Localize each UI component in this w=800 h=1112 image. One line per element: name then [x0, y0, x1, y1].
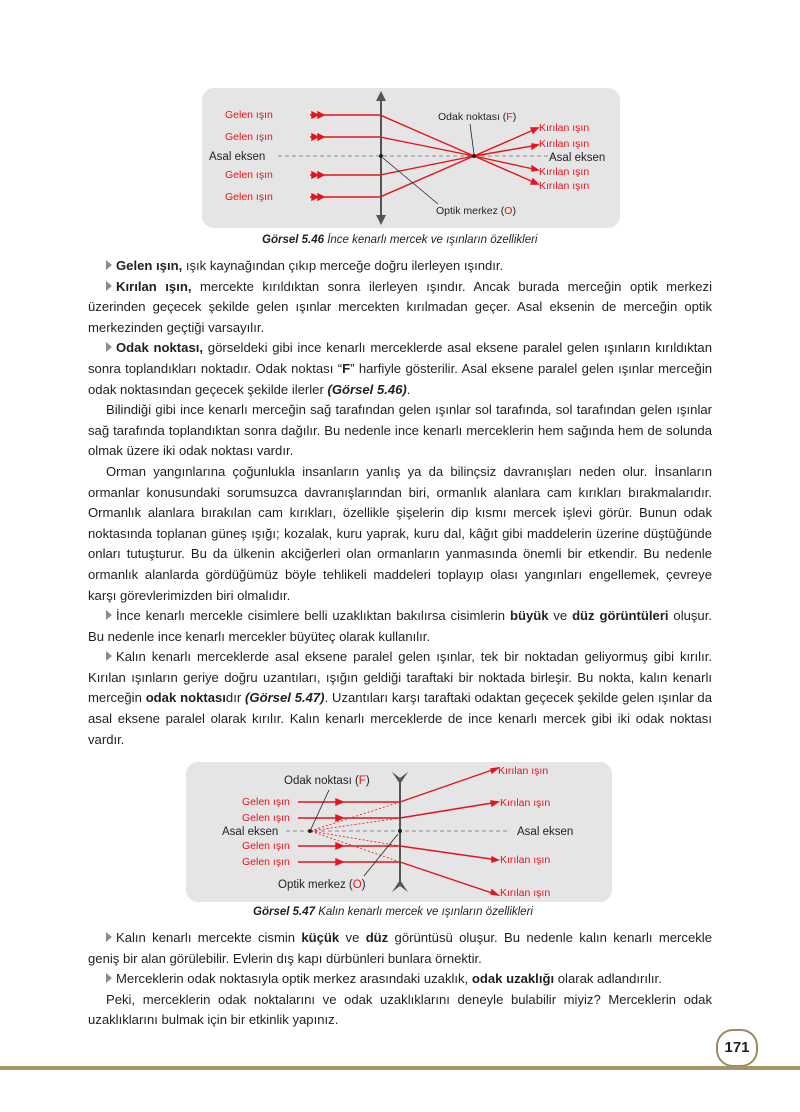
figure-caption: [262, 234, 537, 246]
figure-caption: [253, 906, 533, 918]
refracted-ray: [474, 145, 538, 156]
arrowhead: [312, 134, 318, 140]
arrowhead: [491, 801, 498, 806]
principal-axis-label: Asal eksen: [549, 152, 606, 164]
footer-rule: [0, 1066, 800, 1070]
incident-ray-label: Gelen ışın: [225, 169, 273, 181]
optical-center-dot: [398, 829, 402, 833]
paragraph: Peki, merceklerin odak noktalarını ve odak uzaklıklarını deneyle bulabilir miyiz? Merceklerin odak uzaklıklarını bulmak için bir etkinlik yapınız.: [88, 991, 712, 1028]
refracted-ray: [380, 137, 474, 156]
incident-ray-label: Gelen ışın: [225, 109, 273, 121]
thick-lens-diagram: [186, 762, 612, 902]
incident-ray-label: Gelen ışın: [242, 840, 290, 852]
focus-label: Odak noktası (F): [438, 111, 517, 123]
refracted-ray-label: Kırılan ışın: [500, 887, 551, 899]
virtual-ray-extension: [310, 818, 400, 831]
arrowhead: [531, 128, 538, 133]
refracted-ray-label: Kırılan ışın: [539, 122, 590, 134]
body-text: [88, 256, 712, 750]
incident-ray-label: Gelen ışın: [225, 131, 273, 143]
optical-center-pointer: [364, 834, 398, 876]
virtual-ray-extension: [310, 831, 400, 846]
refracted-ray: [400, 846, 498, 860]
focus-dot: [472, 154, 476, 158]
incident-ray-label: Gelen ışın: [242, 812, 290, 824]
refracted-ray: [474, 156, 538, 170]
paragraph: Orman yangınlarına çoğunlukla insanların yanlış ya da bilinçsiz davranışları neden olur. İnsanların ormanlar konusundaki sorumsuzca davranışlarından biri, ormanlık alanlara cam kırıkları bırakmalarıdır. Ormanlık alanlara bırakılan cam kırıkları, özellikle şişelerin dip kısmı mercek işlevi görür. Bunun odak noktasında toplanan güneş ışığı; kozalak, kuru yaprak, kuru dal, kâğıt gibi maddelerin üzerine düştüğünde onları tutuşturur. Bu da ülkenin akciğerleri olan ormanların yanmasında önemli bir etkendir. Bu nedenle ormanlık alanlarda gördüğümüz böyle tehlikeli maddeleri toplayıp olası yangınları engellemek, çevreye karşı görevlerimizden biri olmalıdır.: [88, 463, 712, 603]
optical-center-label: Optik merkez (O): [436, 205, 516, 217]
arrowhead: [532, 144, 538, 149]
refracted-ray: [474, 128, 538, 156]
paragraph: Bilindiği gibi ince kenarlı merceğin sağ tarafından gelen ışınlar sol tarafında, sol tarafından gelen ışınlar sağ tarafında toplandıktan sonra dağılır. Bu nedenle ince kenarlı merceklerin hem sağında hem de solunda olmak üzere iki odak noktası vardır.: [88, 402, 712, 459]
bullet-triangle-icon: [106, 610, 112, 620]
incident-ray-label: Gelen ışın: [225, 191, 273, 203]
bullet-triangle-icon: [106, 932, 112, 942]
arrowhead: [491, 768, 498, 773]
refracted-ray: [400, 862, 498, 895]
paragraph: Kalın kenarlı merceklerde asal eksene paralel gelen ışınlar, tek bir noktadan geliyormuş gibi kırılır. Kırılan ışınların geriye doğru uzantıları, ışığın geldiği taraftaki bir noktada birleşir. Bu nokta, kalın kenarlı merceğin odak noktasıdır (Görsel 5.47). Uzantıları karşı taraftaki odaktan geçecek şekilde gelen ışınlar da asal eksene paralel olarak kırılır. Kalın kenarlı merceklerde de ince kenarlı mercek gibi iki odak noktası vardır.: [88, 649, 712, 747]
refracted-ray-label: Kırılan ışın: [539, 180, 590, 192]
refracted-ray-label: Kırılan ışın: [500, 854, 551, 866]
arrowhead: [491, 890, 498, 895]
incident-ray-label: Gelen ışın: [242, 796, 290, 808]
bullet-triangle-icon: [106, 973, 112, 983]
principal-axis-label: Asal eksen: [517, 826, 574, 838]
arrowhead: [336, 859, 343, 865]
principal-axis-label: Asal eksen: [209, 151, 266, 163]
arrowhead: [492, 857, 498, 862]
paragraph: Kırılan ışın, mercekte kırıldıktan sonra ilerleyen ışındır. Ancak burada merceğin optik merkezi üzerinden geçecek şekilde gelen ışınlar mercekten kırılmadan geçer. Asal eksenin de merceğin optik merkezinden geçtiği varsayılır.: [88, 278, 713, 335]
bullet-triangle-icon: [106, 281, 112, 291]
figure-5-47: [186, 762, 612, 902]
lens-arrow-bottom: [376, 215, 386, 225]
paragraph: Kalın kenarlı mercekte cismin küçük ve düz görüntüsü oluşur. Bu nedenle kalın kenarlı mercekle geniş bir alan görülebilir. Evlerin dış kapı dürbünleri bunlara örnektir.: [88, 930, 712, 966]
arrowhead: [312, 172, 318, 178]
focus-label: Odak noktası (F): [284, 775, 370, 787]
caption-text: Kalın kenarlı mercek ve ışınların özellikleri: [315, 906, 533, 918]
refracted-ray: [400, 802, 498, 818]
body-text: [88, 928, 712, 1031]
focus-pointer: [311, 790, 329, 829]
lens-arrow-bottom: [392, 880, 408, 892]
optical-center-dot: [379, 154, 383, 158]
refracted-ray: [474, 156, 538, 184]
caption-text: İnce kenarlı mercek ve ışınların özellikleri: [324, 234, 538, 246]
page-number: 171: [716, 1029, 758, 1067]
focus-pointer: [470, 124, 474, 154]
arrowhead: [336, 815, 343, 821]
arrowhead: [532, 166, 538, 171]
thin-lens-diagram: [202, 88, 620, 228]
arrowhead: [312, 194, 318, 200]
virtual-ray-extension: [310, 802, 400, 831]
paragraph: Gelen ışın, ışık kaynağından çıkıp merceğe doğru ilerleyen ışındır.: [88, 256, 712, 277]
arrowhead: [312, 112, 318, 118]
optical-center-label: Optik merkez (O): [278, 879, 366, 891]
lens-arrow-top: [376, 91, 386, 101]
bullet-triangle-icon: [106, 260, 112, 270]
lens-arrow-top: [392, 772, 408, 784]
focus-dot: [308, 829, 312, 833]
incident-ray-label: Gelen ışın: [242, 856, 290, 868]
refracted-ray-label: Kırılan ışın: [500, 797, 551, 809]
refracted-ray-label: Kırılan ışın: [539, 138, 590, 150]
arrowhead: [336, 799, 343, 805]
paragraph: Merceklerin odak noktasıyla optik merkez arasındaki uzaklık, odak uzaklığı olarak adlandırılır.: [88, 969, 712, 990]
refracted-ray: [380, 156, 474, 175]
principal-axis-label: Asal eksen: [222, 826, 279, 838]
refracted-ray: [380, 156, 474, 197]
paragraph: İnce kenarlı mercekle cisimlere belli uzaklıktan bakılırsa cisimlerin büyük ve düz görüntüleri oluşur. Bu nedenle ince kenarlı mercekler büyüteç olarak kullanılır.: [88, 608, 712, 644]
refracted-ray-label: Kırılan ışın: [539, 166, 590, 178]
figure-5-46: [202, 88, 620, 228]
caption-number: Görsel 5.47: [253, 906, 316, 918]
bullet-triangle-icon: [106, 342, 112, 352]
caption-number: Görsel 5.46: [262, 234, 325, 246]
refracted-ray: [400, 768, 498, 802]
paragraph: Odak noktası, görseldeki gibi ince kenarlı merceklerde asal eksene paralel gelen ışınların kırıldıktan sonra toplandıkları noktadır. Odak noktası “F” harfiyle gösterilir. Asal eksene paralel gelen ışınlar merceğin odak noktasından geçecek şekilde ilerler (Görsel 5.46).: [88, 340, 713, 397]
arrowhead: [336, 843, 343, 849]
bullet-triangle-icon: [106, 651, 112, 661]
refracted-ray-label: Kırılan ışın: [498, 765, 549, 777]
arrowhead: [531, 179, 538, 184]
